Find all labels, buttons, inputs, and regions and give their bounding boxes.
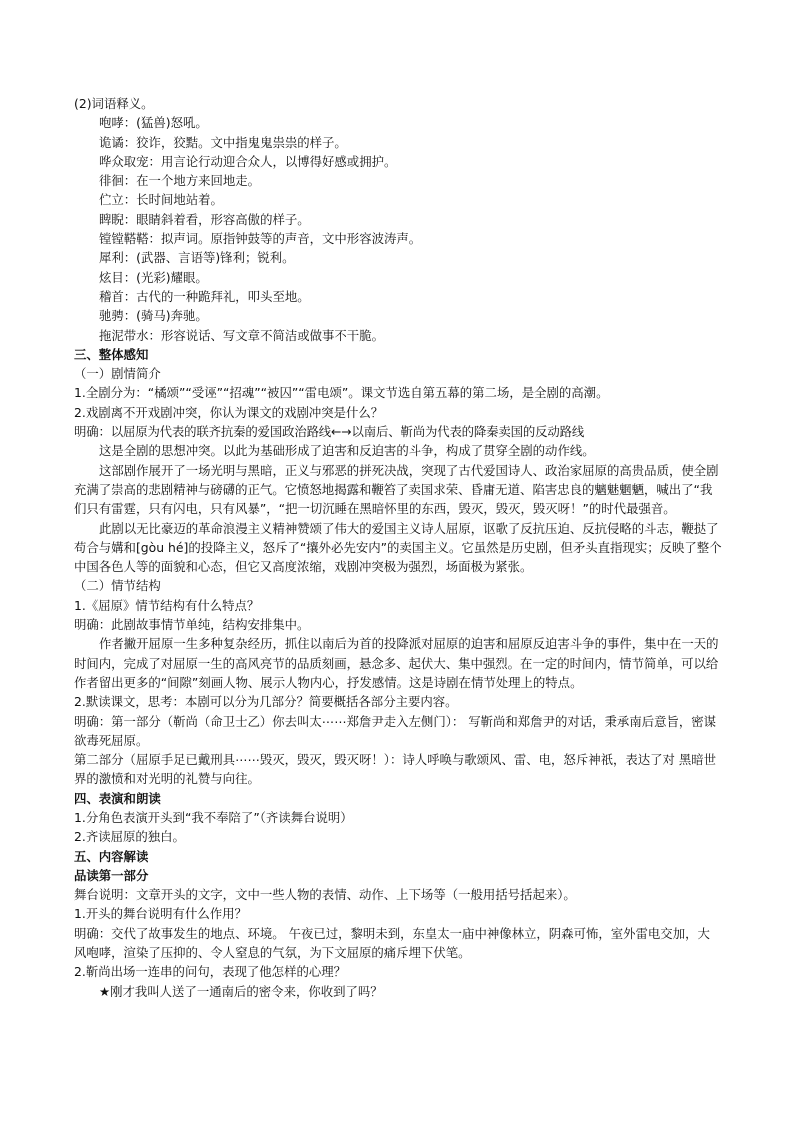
vocab-item: 稽首：古代的一种跪拜礼，叩头至地。 (99, 288, 310, 304)
section-vocab-heading: (2)词语释义。 (74, 96, 154, 111)
vocab-item: 拖泥带水：形容说话、写文章不简洁或做事不干脆。 (99, 327, 384, 343)
vocab-item: 咆哮：(猛兽)怒吼。 (99, 115, 208, 131)
vocab-item: 诡谲：狡诈，狡黠。文中指鬼鬼祟祟的样子。 (99, 134, 347, 150)
vocab-item: 镗镗鞳鞳：拟声词。原指钟鼓等的声音，文中形容波涛声。 (99, 231, 422, 247)
body-paragraph: 舞台说明：文章开头的文字，文中一些人物的表情、动作、上下场等（一般用括号括起来）。 (74, 887, 576, 903)
body-paragraph: 作者撇开屈原一生多种复杂经历，抓住以南后为首的投降派对屈原的迫害和屈原反迫害斗争的事件，集中在一天的时间内，完成了对屈原一生的高风亮节的品质刻画，悬念多、起伏大、集中强烈。在一定的时间内，情节简单，可以给作者留出更多的“间隙”刻画人物、展示人物内心，抒发感情。这是诗剧在情节处理上的特点。 (74, 636, 719, 690)
question-item: 2.戏剧离不开戏剧冲突，你认为课文的戏剧冲突是什么？ (74, 404, 384, 420)
section-heading-4: 四、表演和朗读 (74, 790, 161, 806)
answer-paragraph: 明确：交代了故事发生的地点、环境。 午夜已过，黎明未到，东皇太一庙中神像林立，阴森可怖，室外雷电交加，大风咆哮，渲染了压抑的、令人窒息的气氛，为下文屈原的痛斥埋下伏笔。 (74, 925, 710, 961)
vocab-item: 徘徊：在一个地方来回地走。 (99, 173, 261, 189)
body-paragraph: 此剧以无比豪迈的革命浪漫主义精神赞颂了伟大的爱国主义诗人屈原，讴歌了反抗压迫、反抗侵略的斗志，鞭挞了苟合与媾和[gòu hé]的投降主义，怒斥了“攘外必先安内”的卖国主义。它虽然是历史剧，但矛头直指现实；反映了整个中国各色人等的面貌和心态，但它又高度浓缩，戏剧冲突极为强烈，场面极为紧张。 (74, 520, 722, 575)
vocab-item: 伫立：长时间地站着。 (99, 192, 223, 208)
body-paragraph: 这是全剧的思想冲突。以此为基础形成了迫害和反迫害的斗争，构成了贯穿全剧的动作线。 (99, 443, 595, 459)
vocab-item: 驰骋：(骑马)奔驰。 (99, 308, 208, 324)
document-page (74, 94, 722, 1001)
answer-paragraph: 明确：第一部分（靳尚（命卫士乙）你去叫太⋯⋯郑詹尹走入左侧门）： 写靳尚和郑詹尹的对话，秉承南后意旨，密谋欲毒死屈原。 (74, 713, 717, 748)
question-item: 2.靳尚出场一连串的问句，表现了他怎样的心理？ (74, 964, 347, 980)
question-item: 1.《屈原》情节结构有什么特点？ (74, 597, 260, 613)
body-paragraph: 这部剧作展开了一场光明与黑暗，正义与邪恶的拼死决战，突现了古代爱国诗人、政治家屈原的高贵品质，使全剧充满了崇高的悲剧精神与磅礴的正气。它愤怒地揭露和鞭笞了卖国求荣、昏庸无道、陷害忠良的魑魅魍魉，喊出了“我们只有雷霆，只有闪电，只有风暴”，“把一切沉睡在黑暗怀里的东西，毁灭，毁灭，毁灭呀！”的时代最强音。 (74, 462, 719, 517)
subsection-heading-bold: 品读第一部分 (74, 867, 149, 883)
question-item: 1.全剧分为：“橘颂”“受诬”“招魂”“被囚”“雷电颂”。课文节选自第五幕的第二场，是全剧的高潮。 (74, 385, 609, 401)
answer-paragraph: 第二部分（屈原手足已戴刑具⋯⋯毁灭，毁灭，毁灭呀！）：诗人呼唤与歌颂风、雷、电，怒斥神祇，表达了对 黑暗世界的激愤和对光明的礼赞与向往。 (74, 752, 717, 787)
section-heading-3: 三、整体感知 (74, 346, 149, 362)
vocab-item: 炫目：(光彩)耀眼。 (99, 269, 208, 285)
answer-paragraph: 明确：此剧故事情节单纯，结构安排集中。 (74, 617, 310, 633)
answer-paragraph: 明确：以屈原为代表的联齐抗秦的爱国政治路线←→以南后、靳尚为代表的降秦卖国的反动路线 (74, 424, 585, 440)
vocab-item: 睥睨：眼睛斜着看，形容高傲的样子。 (99, 211, 310, 227)
quote-item: ★刚才我叫人送了一通南后的密令来，你收到了吗？ (99, 983, 383, 999)
subsection-heading: （二）情节结构 (74, 578, 161, 594)
subsection-heading: （一）剧情简介 (74, 366, 161, 382)
section-heading-5: 五、内容解读 (74, 848, 149, 864)
vocab-item: 犀利：(武器、言语等)锋利；锐利。 (99, 250, 295, 266)
question-item: 2.默读课文，思考：本剧可以分为几部分？简要概括各部分主要内容。 (74, 694, 458, 710)
question-item: 1.分角色表演开头到“我不奉陪了”（齐读舞台说明） (74, 809, 353, 825)
vocab-item: 哗众取宠：用言论行动迎合众人，以博得好感或拥护。 (99, 153, 397, 169)
question-item: 2.齐读屈原的独白。 (74, 829, 185, 845)
question-item: 1.开头的舞台说明有什么作用？ (74, 906, 247, 922)
